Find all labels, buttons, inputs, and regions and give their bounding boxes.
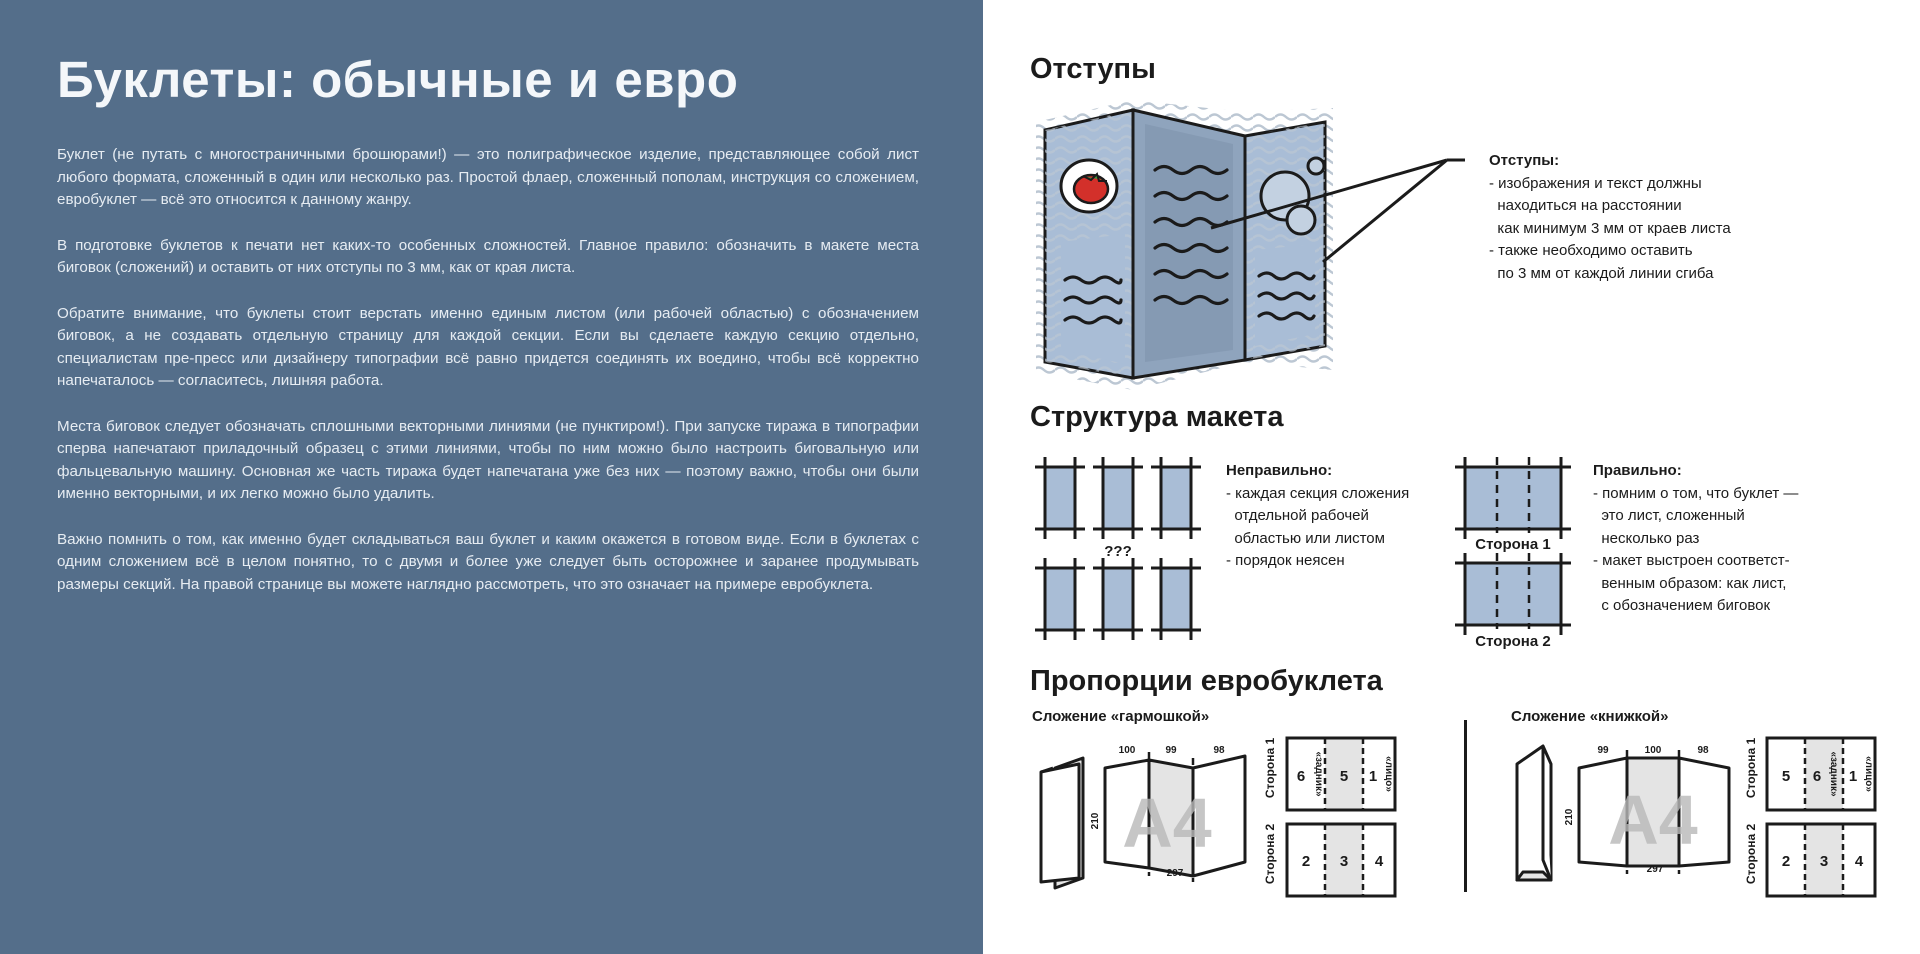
note-line: несколько раз [1593,529,1700,547]
note-line: как минимум 3 мм от краев листа [1489,219,1731,237]
page-number: 2 [1781,853,1791,870]
side1-label: Сторона 1 [1744,737,1758,799]
right-note [1593,460,1798,618]
page-number: 1 [1368,768,1378,785]
page-number: 6 [1812,768,1822,785]
back-label: «задник» [1828,751,1839,797]
side2-label: Сторона 2 [1263,823,1277,885]
trifold-margin-illustration [1033,100,1553,390]
accordion-fold-diagram [1027,730,1427,900]
side2-label: Сторона 2 [1744,823,1758,885]
width-value: 100 [1118,745,1136,756]
margins-note-title: Отступы: [1489,152,1560,169]
height-value: 210 [1090,812,1101,830]
note-line: - порядок неясен [1226,552,1345,569]
width-value: 100 [1644,745,1662,756]
proportions-heading: Пропорции евробуклета [1030,665,1383,697]
side1-label: Сторона 1 [1475,536,1551,553]
note-line: - помним о том, что буклет — [1593,484,1799,502]
side2-label: Сторона 2 [1475,633,1551,650]
page-number: 5 [1781,768,1791,785]
note-line: с обозначением биговок [1593,597,1771,614]
structure-heading: Структура макета [1030,401,1284,433]
page-number: 5 [1339,768,1349,785]
paragraph: Важно помнить о том, как именно будет складываться ваш буклет и каким окажется в готовом виде. Если в буклетах с одним сложением всё в целом понятно, то с двумя и более уже следует быть осторожнее и заранее продумывать размеры секций. На правой странице вы можете наглядно рассмотреть, что это означает на примере евробуклета. [57,530,919,593]
margins-note [1489,150,1731,285]
page-number: 1 [1848,768,1858,785]
note-line: по 3 мм от каждой линии сгиба [1489,264,1714,282]
width-value: 99 [1165,745,1177,756]
width-value: 99 [1597,745,1609,756]
margins-heading: Отступы [1030,53,1156,85]
note-line: - также необходимо оставить [1489,242,1693,259]
note-line: - каждая секция сложения [1226,484,1410,502]
page-number: 6 [1296,768,1306,785]
side1-label: Сторона 1 [1263,737,1277,799]
total-width-value: 297 [1166,868,1184,879]
note-line: - макет выстроен соответст- [1593,552,1790,569]
page-number: 4 [1854,853,1864,870]
format-watermark: A4 [1122,784,1212,862]
unknown-order-mark: ??? [1104,543,1132,560]
page-number: 3 [1819,853,1829,870]
front-label: «лицо» [1863,756,1874,792]
note-line: находиться на расстоянии [1489,197,1682,214]
tomato-logo [1061,160,1117,212]
format-watermark: A4 [1608,781,1698,859]
paragraph: В подготовке буклетов к печати нет каких-то особенных сложностей. Главное правило: обозначить в макете места биговок (сложений) и оставить от них отступы по 3 мм, как от края листа. [57,236,919,276]
width-value: 98 [1213,745,1225,756]
book-caption: Сложение «книжкой» [1511,708,1669,725]
section-divider [1464,720,1467,892]
note-line: венным образом: как лист, [1593,574,1787,592]
paragraph: Обратите внимание, что буклеты стоит верстать именно единым листом (или рабочей областью) с обозначением биговок, а не создавать отдельную страницу для каждой секции. Если вы сделаете каждую секцию отдельно, специалистам пре-пресс или дизайнеру типографии всё равно придется соединять их воедино, чтобы всё корректно напечаталось — согласитесь, лишняя работа. [57,304,919,389]
right-page [983,0,1920,954]
wrong-note [1226,460,1409,573]
front-label: «лицо» [1383,756,1394,792]
intro-text [57,144,919,619]
page-number: 2 [1301,853,1311,870]
width-value: 98 [1697,745,1709,756]
wrong-structure-diagram [1033,455,1213,645]
book-fold-diagram [1503,730,1913,900]
note-line: областью или листом [1226,529,1385,547]
page-number: 3 [1339,853,1349,870]
page-number: 4 [1374,853,1384,870]
accordion-caption: Сложение «гармошкой» [1032,708,1210,725]
wrong-title: Неправильно: [1226,462,1333,479]
height-value: 210 [1564,808,1575,826]
page-title: Буклеты: обычные и евро [57,51,739,108]
note-line: - изображения и текст должны [1489,174,1702,192]
back-label: «задник» [1313,751,1324,797]
right-structure-diagram [1453,455,1583,655]
total-width-value: 297 [1646,864,1664,875]
paragraph: Буклет (не путать с многостраничными брошюрами!) — это полиграфическое изделие, представляющее собой лист любого формата, сложенный в один или несколько раз. Простой флаер, сложенный пополам, инструкция со сложением, евробуклет — всё это относится к данному жанру. [57,146,919,208]
note-line: это лист, сложенный [1593,507,1745,524]
right-title: Правильно: [1593,462,1682,479]
note-line: отдельной рабочей [1226,507,1369,524]
paragraph: Места биговок следует обозначать сплошными векторными линиями (не пунктиром!). При запуске тиража в типографии сперва напечатают приладочный образец с этими линиями, чтобы по ним можно было настроить биговальную или фальцевальную машину. Основная же часть тиража будет напечатана уже без них — поэтому важно, чтобы они были именно векторными, и их легко можно было удалить. [57,417,919,502]
